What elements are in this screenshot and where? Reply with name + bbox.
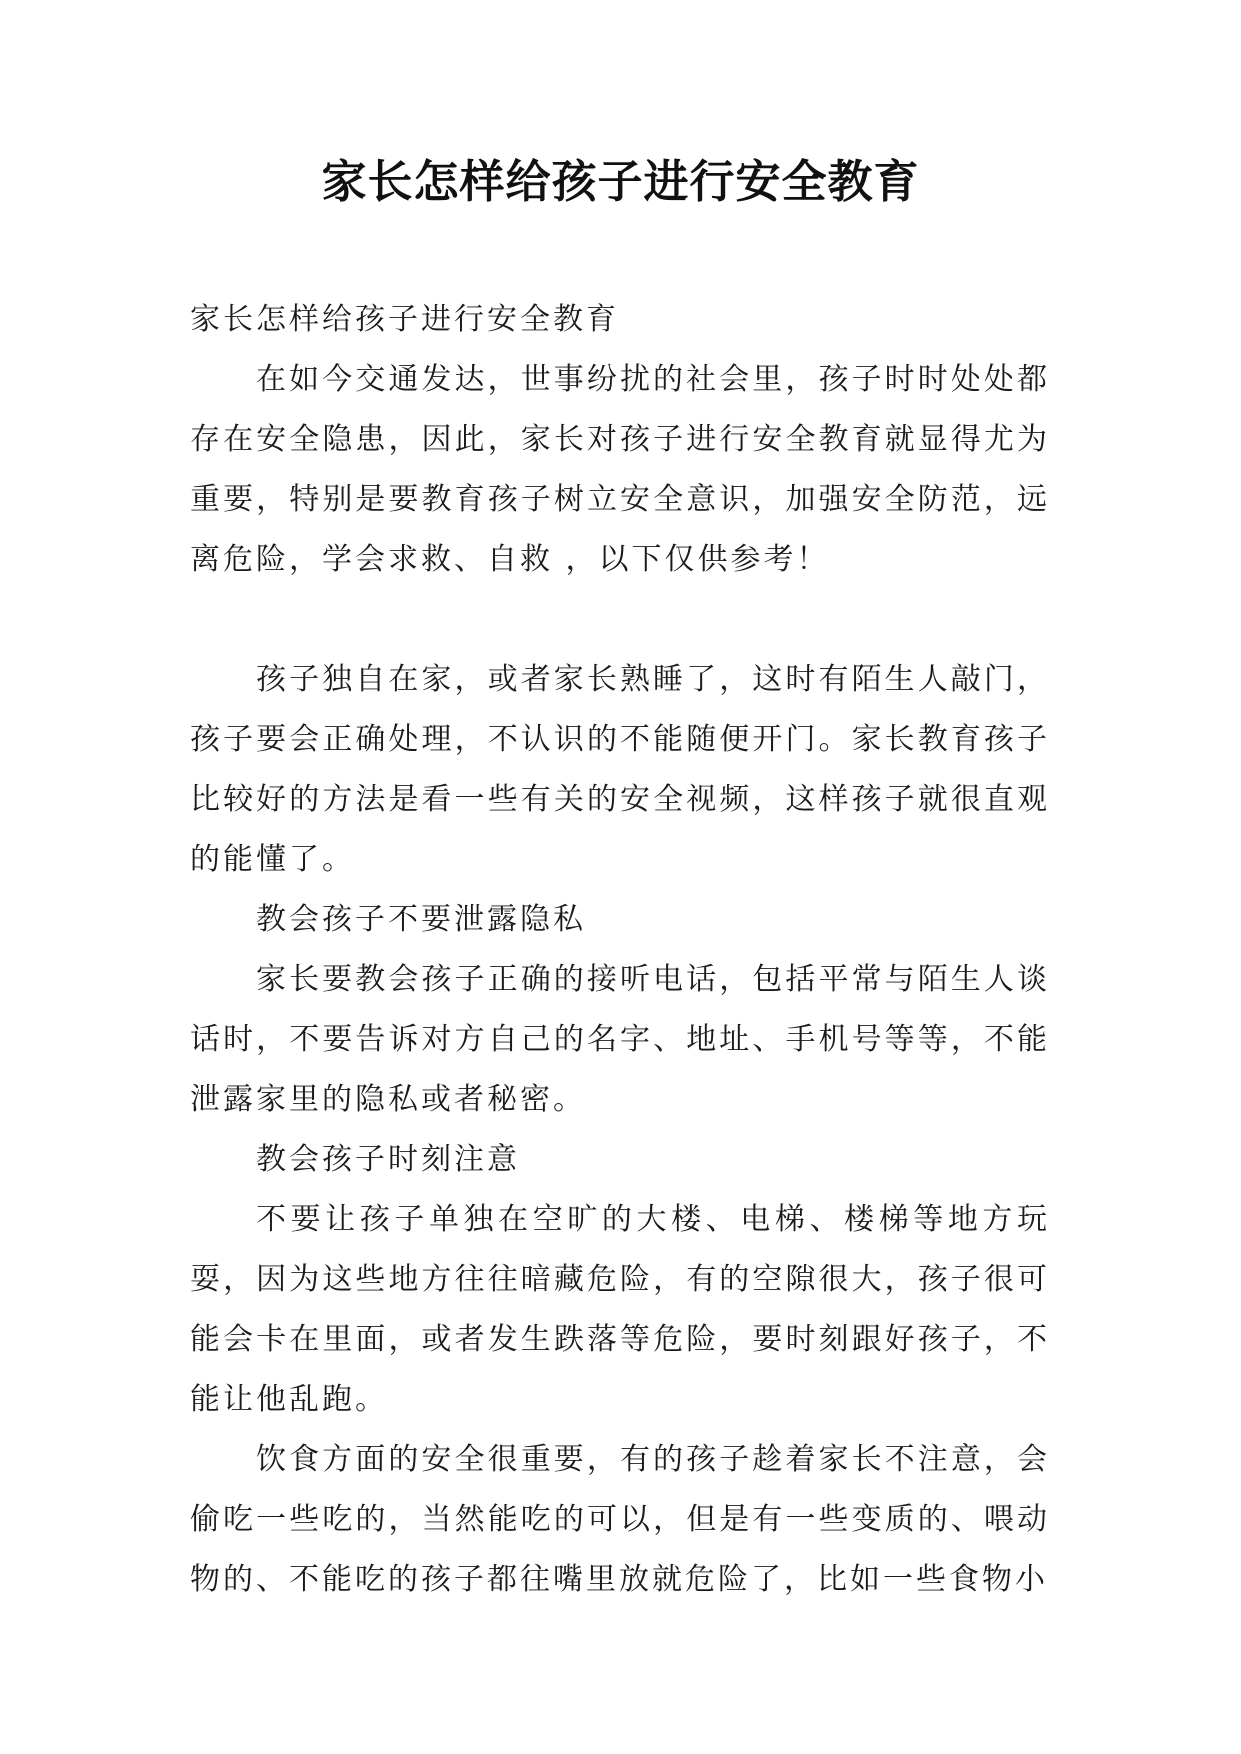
paragraph-intro: 在如今交通发达，世事纷扰的社会里，孩子时时处处都存在安全隐患，因此，家长对孩子进行安全教育就显得尤为重要，特别是要教育孩子树立安全意识，加强安全防范，远离危险，学会求救、自救 ，以下仅供参考！ [190,362,1050,577]
paragraph-privacy: 家长要教会孩子正确的接听电话，包括平常与陌生人谈话时，不要告诉对方自己的名字、地址、手机号等等，不能泄露家里的隐私或者秘密。 [190,962,1050,1117]
paragraph-food-safety: 饮食方面的安全很重要，有的孩子趁着家长不注意，会偷吃一些吃的，当然能吃的可以，但是有一些变质的、喂动物的、不能吃的孩子都往嘴里放就危险了，比如一些食物小 [190,1442,1050,1597]
paragraph-home-alone: 孩子独自在家，或者家长熟睡了，这时有陌生人敲门，孩子要会正确处理，不认识的不能随便开门。家长教育孩子比较好的方法是看一些有关的安全视频，这样孩子就很直观的能懂了。 [190,662,1050,877]
section-heading-privacy: 教会孩子不要泄露隐私 [256,902,586,937]
section-heading-attention: 教会孩子时刻注意 [256,1142,520,1177]
blank-line [190,590,1050,650]
paragraph-attention: 不要让孩子单独在空旷的大楼、电梯、楼梯等地方玩耍，因为这些地方往往暗藏危险，有的空隙很大，孩子很可能会卡在里面，或者发生跌落等危险，要时刻跟好孩子，不能让他乱跑。 [190,1202,1050,1417]
document-title: 家长怎样给孩子进行安全教育 [321,155,920,208]
document-body [190,290,1050,1610]
document-subtitle: 家长怎样给孩子进行安全教育 [190,302,619,337]
